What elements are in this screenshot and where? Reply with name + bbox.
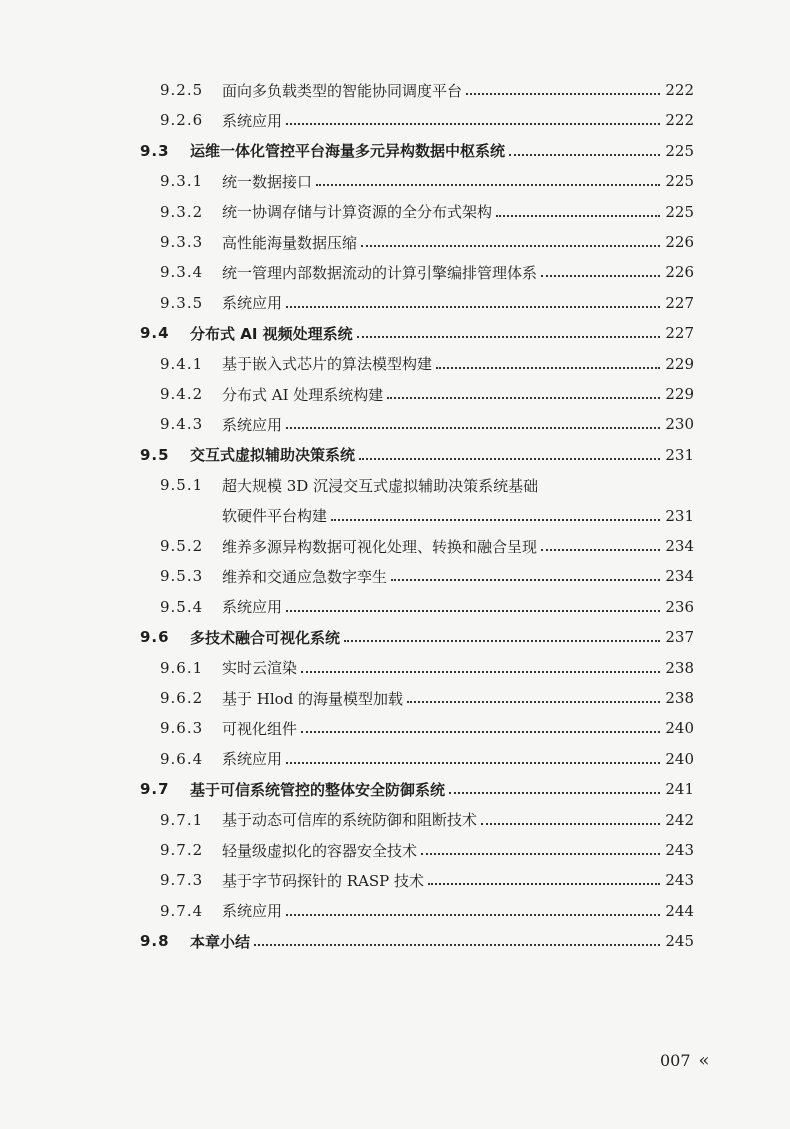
toc-entry-page: 240	[665, 719, 694, 738]
dot-leader	[254, 942, 660, 946]
toc-entry-number: 9.6.4	[160, 749, 204, 768]
toc-subsection-row[interactable]	[0, 835, 790, 865]
toc-subsection-row[interactable]	[0, 501, 790, 531]
toc-subsection-row[interactable]	[0, 75, 790, 105]
toc-entry-page: 229	[665, 354, 694, 373]
toc-entry-page: 238	[665, 658, 694, 677]
dot-leader	[344, 638, 660, 642]
toc-entry-page: 231	[665, 506, 694, 525]
dot-leader	[359, 456, 660, 460]
dot-leader	[428, 881, 660, 885]
toc-subsection-row[interactable]	[0, 197, 790, 227]
dot-leader	[286, 760, 660, 764]
toc-entry-title: 统一协调存储与计算资源的全分布式架构	[222, 203, 493, 222]
toc-entry-number: 9.7	[140, 780, 170, 799]
toc-entry-number: 9.3.1	[160, 172, 204, 191]
toc-entry-title: 基于 Hlod 的海量模型加载	[222, 689, 404, 708]
dot-leader	[331, 517, 660, 521]
toc-subsection-row[interactable]	[0, 653, 790, 683]
toc-entry-number: 9.3.5	[160, 293, 204, 312]
toc-entry-title: 系统应用	[222, 902, 283, 921]
toc-entry-number: 9.5.4	[160, 597, 204, 616]
toc-entry-page: 244	[665, 901, 694, 920]
toc-entry-title: 统一管理内部数据流动的计算引擎编排管理体系	[222, 263, 538, 282]
toc-entry-number: 9.4.1	[160, 354, 204, 373]
toc-entry-title: 系统应用	[222, 294, 283, 313]
dot-leader	[286, 304, 660, 308]
dot-leader	[421, 851, 660, 855]
toc-entry-title: 基于动态可信库的系统防御和阻断技术	[222, 811, 478, 830]
toc-entry-title: 维养多源异构数据可视化处理、转换和融合呈现	[222, 537, 538, 556]
toc-entry-page: 245	[665, 932, 694, 951]
toc-subsection-row[interactable]	[0, 592, 790, 622]
toc-section-row[interactable]	[0, 774, 790, 804]
toc-entry-title: 高性能海量数据压缩	[222, 233, 358, 252]
dot-leader	[449, 790, 660, 794]
toc-entry-number: 9.6	[140, 628, 170, 647]
dot-leader	[466, 91, 660, 95]
toc-entry-page: 236	[665, 597, 694, 616]
dot-leader	[286, 425, 660, 429]
page-number: 007	[660, 1051, 691, 1070]
dot-leader	[357, 334, 660, 338]
toc-entry-number: 9.3.4	[160, 263, 204, 282]
toc-entry-title: 系统应用	[222, 598, 283, 617]
toc-subsection-row[interactable]	[0, 409, 790, 439]
toc-entry-title: 系统应用	[222, 415, 283, 434]
toc-entry-number: 9.5	[140, 445, 170, 464]
toc-entry-title: 交互式虚拟辅助决策系统	[190, 446, 356, 465]
toc-entry-title: 软硬件平台构建	[222, 507, 328, 526]
toc-subsection-row[interactable]	[0, 379, 790, 409]
dot-leader	[286, 121, 660, 125]
toc-entry-title: 超大规模 3D 沉浸交互式虚拟辅助决策系统基础	[222, 476, 539, 495]
toc-entry-number: 9.5.1	[160, 476, 204, 495]
toc-subsection-row[interactable]	[0, 166, 790, 196]
dot-leader	[541, 547, 660, 551]
toc-subsection-row[interactable]	[0, 227, 790, 257]
dot-leader	[316, 182, 660, 186]
dot-leader	[301, 669, 660, 673]
toc-entry-title: 轻量级虚拟化的容器安全技术	[222, 841, 418, 860]
toc-section-row[interactable]	[0, 136, 790, 166]
toc-entry-number: 9.5.2	[160, 537, 204, 555]
toc-subsection-row[interactable]	[0, 105, 790, 135]
dot-leader	[301, 729, 660, 733]
toc-entry-number: 9.3	[140, 141, 170, 160]
toc-entry-number: 9.3.3	[160, 233, 204, 251]
toc-entry-number: 9.4.3	[160, 415, 204, 434]
toc-entry-number: 9.2.6	[160, 111, 204, 130]
toc-entry-title: 本章小结	[190, 932, 251, 951]
page-footer	[660, 1050, 710, 1071]
toc-entry-title: 基于嵌入式芯片的算法模型构建	[222, 355, 433, 374]
toc-entry-title: 运维一体化管控平台海量多元异构数据中枢系统	[190, 142, 506, 161]
toc-section-row[interactable]	[0, 440, 790, 470]
dot-leader	[481, 821, 660, 825]
toc-entry-page: 237	[665, 628, 694, 647]
toc-entry-page: 238	[665, 689, 694, 707]
toc-entry-page: 222	[665, 111, 694, 130]
toc-entry-number: 9.4.2	[160, 385, 204, 403]
toc-subsection-row[interactable]	[0, 683, 790, 713]
dot-leader	[509, 152, 660, 156]
toc-entry-page: 230	[665, 415, 694, 434]
dot-leader	[407, 699, 660, 703]
toc-entry-title: 系统应用	[222, 750, 283, 769]
dot-leader	[436, 365, 660, 369]
toc-entry-page: 226	[665, 233, 694, 251]
toc-section-row[interactable]	[0, 926, 790, 956]
dot-leader	[541, 273, 660, 277]
toc-subsection-row[interactable]	[0, 531, 790, 561]
toc-entry-number: 9.7.3	[160, 871, 204, 890]
toc-entry-page: 226	[665, 263, 694, 282]
toc-entry-page: 225	[665, 202, 694, 221]
toc-entry-page: 243	[665, 841, 694, 859]
toc-entry-page: 234	[665, 567, 694, 586]
toc-entry-title: 维养和交通应急数字孪生	[222, 567, 388, 586]
toc-entry-page: 241	[665, 780, 694, 799]
toc-entry-title: 系统应用	[222, 111, 283, 130]
dot-leader	[387, 395, 660, 399]
toc-entry-number: 9.5.3	[160, 567, 204, 586]
toc-subsection-row[interactable]	[0, 257, 790, 287]
dot-leader	[391, 577, 660, 581]
dot-leader	[286, 608, 660, 612]
toc-entry-page: 243	[665, 871, 694, 890]
toc-entry-page: 242	[665, 810, 694, 829]
toc-entry-number: 9.2.5	[160, 81, 204, 99]
toc-entry-title: 基于可信系统管控的整体安全防御系统	[190, 780, 446, 799]
toc-subsection-row[interactable]	[0, 349, 790, 379]
toc-entry-number: 9.7.4	[160, 901, 204, 920]
chevron-left-double-icon: «	[698, 1050, 710, 1071]
toc-entry-title: 面向多负载类型的智能协同调度平台	[222, 81, 463, 100]
toc-entry-number: 9.7.1	[160, 810, 204, 829]
toc-entry-page: 225	[665, 141, 694, 160]
toc-entry-number: 9.4	[140, 324, 170, 343]
toc-entry-page: 231	[665, 445, 694, 464]
dot-leader	[286, 912, 660, 916]
toc-section-row[interactable]	[0, 318, 790, 348]
toc-entry-title: 实时云渲染	[222, 659, 298, 678]
toc-subsection-row[interactable]	[0, 470, 790, 500]
toc-entry-page: 227	[665, 293, 694, 312]
toc-subsection-row[interactable]	[0, 805, 790, 835]
toc-entry-title: 分布式 AI 处理系统构建	[222, 385, 384, 404]
toc-entry-page: 222	[665, 81, 694, 99]
dot-leader	[361, 243, 660, 247]
toc-entry-page: 225	[665, 172, 694, 191]
toc-section-row[interactable]	[0, 622, 790, 652]
toc-entry-title: 统一数据接口	[222, 172, 313, 191]
toc-entry-page: 229	[665, 385, 694, 403]
toc-entry-number: 9.3.2	[160, 202, 204, 221]
toc-entry-title: 分布式 AI 视频处理系统	[190, 324, 353, 343]
toc-entry-title: 基于字节码探针的 RASP 技术	[222, 871, 425, 890]
toc-entry-number: 9.6.1	[160, 658, 204, 677]
toc-entry-title: 可视化组件	[222, 719, 298, 738]
toc-entry-page: 234	[665, 537, 694, 555]
toc-entry-number: 9.6.3	[160, 719, 204, 738]
toc-entry-number: 9.7.2	[160, 841, 204, 859]
toc-entry-number: 9.8	[140, 932, 170, 951]
toc-entry-page: 240	[665, 749, 694, 768]
toc-subsection-row[interactable]	[0, 744, 790, 774]
toc-subsection-row[interactable]	[0, 896, 790, 926]
dot-leader	[496, 213, 660, 217]
toc-subsection-row[interactable]	[0, 288, 790, 318]
toc-subsection-row[interactable]	[0, 713, 790, 743]
toc-entry-number: 9.6.2	[160, 689, 204, 707]
toc-subsection-row[interactable]	[0, 561, 790, 591]
toc-entry-title: 多技术融合可视化系统	[190, 628, 341, 647]
toc-subsection-row[interactable]	[0, 865, 790, 895]
toc-entry-page: 227	[665, 324, 694, 343]
